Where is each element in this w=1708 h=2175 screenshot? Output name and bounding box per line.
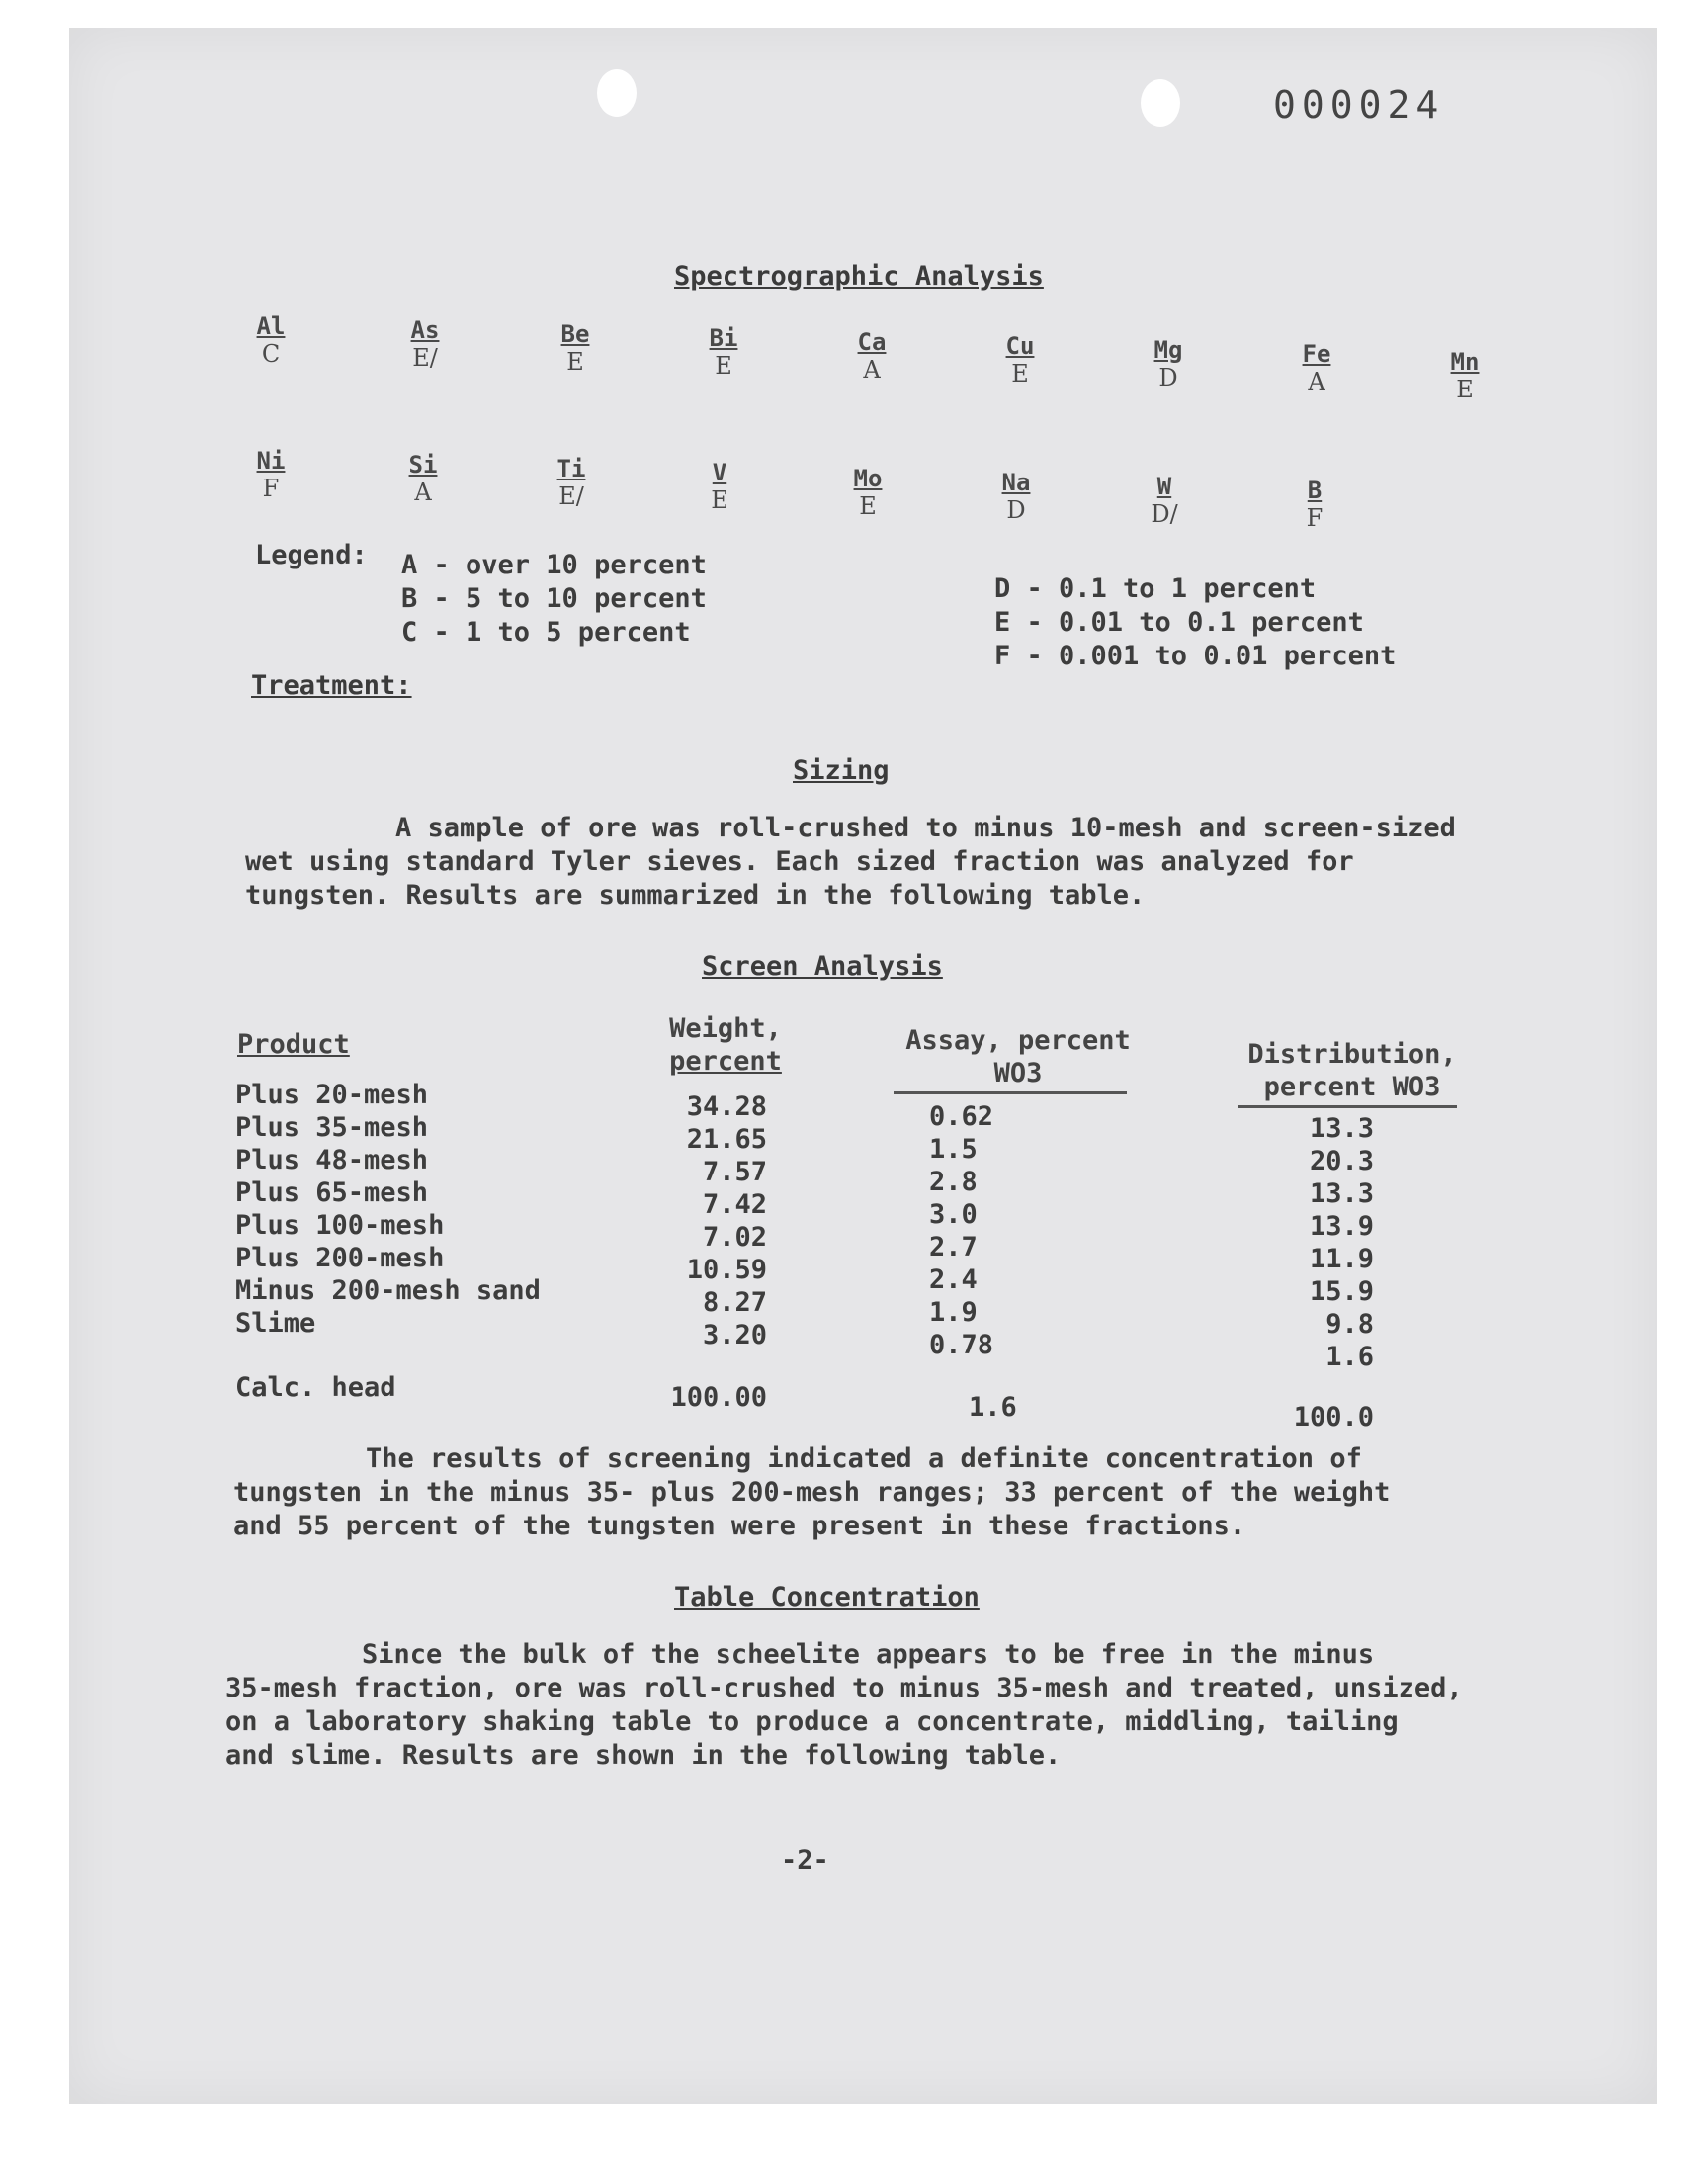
element-as: [395, 316, 455, 372]
header-weight-line: Weight,: [669, 1013, 782, 1044]
table-row-weight: 7.02: [702, 1222, 767, 1253]
element-symbol: Na: [1001, 469, 1031, 496]
table-row-distribution: 11.9: [1309, 1244, 1374, 1274]
document-number: 000024: [1273, 83, 1445, 127]
table-conc-paragraph-line: and slime. Results are shown in the following table.: [225, 1740, 1062, 1771]
table-row-distribution: 9.8: [1325, 1309, 1374, 1340]
element-symbol: W: [1156, 473, 1172, 500]
table-row-product: Plus 65-mesh: [235, 1177, 429, 1208]
table-row-distribution: 1.6: [1325, 1342, 1374, 1372]
sizing-title: Sizing: [793, 755, 890, 786]
element-symbol: B: [1307, 477, 1323, 504]
table-row-weight: 10.59: [686, 1255, 767, 1285]
legend-item: B - 5 to 10 percent: [401, 583, 707, 614]
table-row-assay: 2.8: [929, 1167, 978, 1197]
treatment-label: Treatment:: [251, 670, 412, 701]
table-row-distribution: 13.9: [1309, 1211, 1374, 1242]
element-symbol: Mo: [853, 465, 883, 492]
table-row-distribution: 15.9: [1309, 1276, 1374, 1307]
element-na: [986, 469, 1046, 524]
element-symbol: Al: [256, 312, 286, 340]
page-number: -2-: [781, 1845, 829, 1875]
table-row-weight: 21.65: [686, 1124, 767, 1155]
table-row-product: Plus 100-mesh: [235, 1210, 445, 1241]
element-symbol: Be: [560, 320, 590, 348]
header-weight: [656, 1012, 795, 1078]
element-grade: F: [1306, 504, 1324, 532]
header-assay-line: WO3: [993, 1058, 1043, 1088]
table-total-distribution: 100.0: [1293, 1402, 1374, 1433]
legend-item: F - 0.001 to 0.01 percent: [994, 641, 1397, 671]
results-paragraph-line: The results of screening indicated a definite concentration of: [366, 1443, 1362, 1474]
element-fe: [1287, 340, 1346, 395]
results-paragraph-line: and 55 percent of the tungsten were present in these fractions.: [233, 1511, 1246, 1541]
table-row-weight: 7.57: [702, 1157, 767, 1187]
table-row-product: Plus 48-mesh: [235, 1145, 429, 1175]
element-si: [393, 451, 453, 506]
legend-item: D - 0.1 to 1 percent: [994, 573, 1317, 604]
table-concentration-title: Table Concentration: [674, 1582, 980, 1612]
table-row-assay: 1.9: [929, 1297, 978, 1328]
table-total-weight: 100.00: [670, 1382, 767, 1413]
table-row-product: Plus 35-mesh: [235, 1112, 429, 1143]
element-symbol: Cu: [1005, 332, 1035, 360]
header-dist-line: Distribution,: [1247, 1039, 1457, 1070]
element-b: [1285, 477, 1344, 532]
element-symbol: Ti: [556, 455, 586, 482]
header-rule: [1238, 1105, 1457, 1108]
element-grade: E: [859, 492, 877, 520]
table-row-weight: 34.28: [686, 1091, 767, 1122]
element-grade: E: [566, 348, 584, 376]
table-total-product: Calc. head: [235, 1372, 396, 1403]
header-product: Product: [237, 1029, 350, 1060]
element-grade: A: [863, 356, 881, 384]
table-row-product: Slime: [235, 1308, 316, 1339]
element-mo: [838, 465, 897, 520]
element-be: [546, 320, 605, 376]
element-grade: E: [715, 352, 732, 380]
element-symbol: Bi: [709, 324, 738, 352]
legend-item: C - 1 to 5 percent: [401, 617, 691, 648]
element-symbol: V: [712, 459, 727, 486]
table-row-assay: 2.7: [929, 1232, 978, 1262]
element-grade: A: [414, 478, 432, 506]
screen-analysis-title: Screen Analysis: [702, 951, 943, 982]
header-rule: [894, 1091, 1127, 1094]
header-distribution: [1236, 1038, 1469, 1103]
header-weight-line: percent: [669, 1046, 782, 1077]
element-grade: E: [1011, 360, 1029, 388]
table-row-assay: 2.4: [929, 1264, 978, 1295]
legend-item: A - over 10 percent: [401, 550, 707, 580]
element-grade: D/: [1151, 500, 1178, 528]
element-symbol: Fe: [1302, 340, 1331, 368]
element-bi: [694, 324, 753, 380]
element-symbol: Ca: [857, 328, 887, 356]
table-row-assay: 0.62: [929, 1101, 994, 1132]
table-row-weight: 3.20: [702, 1320, 767, 1350]
header-assay-line: Assay, percent: [905, 1025, 1131, 1056]
element-v: [690, 459, 749, 514]
table-row-distribution: 13.3: [1309, 1113, 1374, 1144]
table-conc-paragraph-line: Since the bulk of the scheelite appears to be free in the minus: [362, 1639, 1375, 1670]
table-conc-paragraph-line: 35-mesh fraction, ore was roll-crushed to minus 35-mesh and treated, unsized,: [225, 1673, 1463, 1703]
legend-label: Legend:: [255, 540, 368, 570]
element-mg: [1139, 336, 1198, 392]
element-grade: F: [262, 475, 280, 502]
table-row-product: Plus 200-mesh: [235, 1243, 445, 1273]
element-grade: D: [1006, 496, 1026, 524]
table-row-assay: 3.0: [929, 1199, 978, 1230]
table-row-assay: 1.5: [929, 1134, 978, 1165]
element-cu: [990, 332, 1050, 388]
element-symbol: Si: [408, 451, 438, 478]
element-grade: E/: [558, 482, 584, 510]
sizing-paragraph-line: A sample of ore was roll-crushed to minus 10-mesh and screen-sized: [395, 813, 1456, 843]
element-grade: E: [711, 486, 728, 514]
table-row-distribution: 13.3: [1309, 1178, 1374, 1209]
header-dist-line: percent WO3: [1263, 1072, 1441, 1102]
table-total-assay: 1.6: [969, 1392, 1017, 1423]
element-symbol: As: [410, 316, 440, 344]
element-grade: E/: [412, 344, 438, 372]
element-symbol: Ni: [256, 447, 286, 475]
element-w: [1135, 473, 1194, 528]
element-grade: E: [1456, 376, 1474, 403]
table-row-assay: 0.78: [929, 1330, 994, 1360]
element-symbol: Mg: [1153, 336, 1183, 364]
element-symbol: Mn: [1450, 348, 1480, 376]
element-grade: D: [1158, 364, 1178, 392]
punch-hole: [597, 69, 637, 117]
element-ti: [542, 455, 601, 510]
element-grade: C: [261, 340, 281, 368]
element-ni: [241, 447, 300, 502]
table-row-distribution: 20.3: [1309, 1146, 1374, 1176]
legend-item: E - 0.01 to 0.1 percent: [994, 607, 1364, 638]
punch-hole: [1141, 79, 1180, 127]
sizing-paragraph-line: wet using standard Tyler sieves. Each sized fraction was analyzed for: [245, 846, 1354, 877]
table-row-weight: 8.27: [702, 1287, 767, 1318]
sizing-paragraph-line: tungsten. Results are summarized in the following table.: [245, 880, 1146, 911]
spectrographic-title: Spectrographic Analysis: [674, 261, 1044, 292]
element-al: [241, 312, 300, 368]
table-row-product: Minus 200-mesh sand: [235, 1275, 541, 1306]
header-assay: [890, 1024, 1147, 1089]
table-conc-paragraph-line: on a laboratory shaking table to produce a concentrate, middling, tailing: [225, 1706, 1399, 1737]
table-row-product: Plus 20-mesh: [235, 1080, 429, 1110]
table-row-weight: 7.42: [702, 1189, 767, 1220]
results-paragraph-line: tungsten in the minus 35- plus 200-mesh ranges; 33 percent of the weight: [233, 1477, 1391, 1508]
element-grade: A: [1308, 368, 1325, 395]
element-ca: [842, 328, 901, 384]
element-mn: [1435, 348, 1494, 403]
